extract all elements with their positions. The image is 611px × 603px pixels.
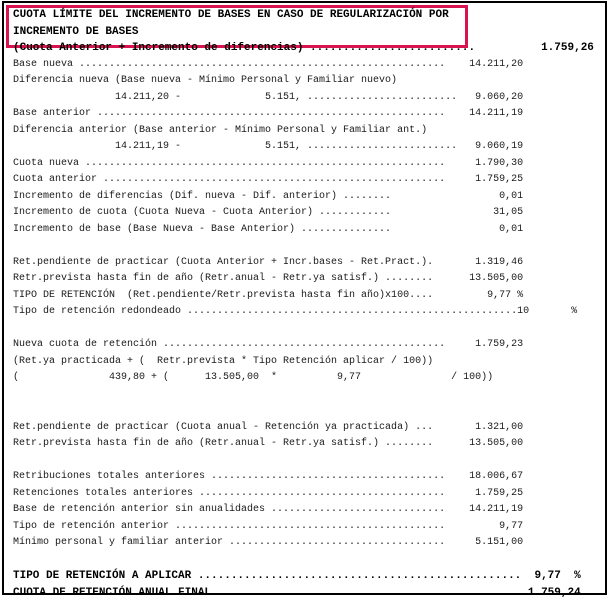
- document-line: Nueva cuota de retención ............................................... 1.759,23: [13, 339, 524, 350]
- document-line: INCREMENTO DE BASES: [13, 25, 139, 38]
- document-line: Base anterior .......................................................... 14.211,19: [13, 108, 524, 119]
- document-line: Diferencia anterior (Base anterior - Mínimo Personal y Familiar ant.): [13, 124, 428, 136]
- document-line: 14.211,20 - 5.151, ......................... 9.060,20: [13, 91, 524, 103]
- document-line: ( 439,80 + ( 13.505,00 * 9,77 / 100)): [13, 372, 494, 383]
- document-line: CUOTA LÍMITE DEL INCREMENTO DE BASES EN CASO DE REGULARIZACIÓN POR: [13, 9, 449, 21]
- document-line: [13, 321, 603, 338]
- document-line: Tipo de retención anterior ............................................. 9,77: [13, 520, 524, 532]
- document-line: Incremento de diferencias (Dif. nueva - Dif. anterior) ........ 0,01: [13, 190, 524, 202]
- document-line: Mínimo personal y familiar anterior .................................... 5.151,00: [13, 537, 524, 548]
- document-line: Ret.pendiente de practicar (Cuota Anterior + Incr.bases - Ret.Pract.). 1.319,46: [13, 256, 524, 268]
- document-line: Retenciones totales anteriores ......................................... 1.759,25: [13, 487, 524, 499]
- document-line: (Cuota Anterior + Incremento de diferencias) ......................... 1.759,26: [13, 42, 594, 54]
- document-line: Diferencia nueva (Base nueva - Mínimo Personal y Familiar nuevo): [13, 75, 398, 86]
- document-line: Base nueva ............................................................. 14.211,20: [13, 58, 524, 70]
- document-line: TIPO DE RETENCIÓN A APLICAR ................................................. 9,77 %: [13, 570, 581, 582]
- document-line: [13, 238, 603, 255]
- document-line: Cuota anterior ......................................................... 1.759,25: [13, 174, 524, 185]
- document-line: Retr.prevista hasta fin de año (Retr.anual - Retr.ya satisf.) ........ 13.505,00: [13, 273, 524, 284]
- document-line: Ret.pendiente de practicar (Cuota anual - Retención ya practicada) ... 1.321,00: [13, 421, 524, 433]
- document: [13, 7, 603, 601]
- document-line: [13, 387, 603, 404]
- document-line: Retr.prevista hasta fin de año (Retr.anual - Retr.ya satisf.) ........ 13.505,00: [13, 438, 524, 449]
- document-line: [13, 453, 603, 470]
- document-line: CUOTA DE RETENCIÓN ANUAL FINAL ........................................... 1.759,24: [13, 586, 581, 599]
- document-line: Incremento de cuota (Cuota Nueva - Cuota Anterior) ............ 31,05: [13, 207, 524, 218]
- document-line: Retribuciones totales anteriores ....................................... 18.006,67: [13, 471, 524, 482]
- document-line: (Ret.ya practicada + ( Retr.prevista * Tipo Retención aplicar / 100)): [13, 355, 434, 367]
- document-line: Base de retención anterior sin anualidades ............................. 14.211,19: [13, 504, 524, 515]
- document-line: Tipo de retención redondeado .......................................................10 %: [13, 306, 578, 317]
- document-line: [13, 403, 603, 420]
- document-line: Cuota nueva ............................................................ 1.790,30: [13, 157, 524, 169]
- document-line: TIPO DE RETENCIÓN (Ret.pendiente/Retr.prevista hasta fin año)x100.... 9,77 %: [13, 289, 524, 301]
- document-line: 14.211,19 - 5.151, ......................... 9.060,19: [13, 141, 524, 152]
- document-line: Incremento de base (Base Nueva - Base Anterior) ............... 0,01: [13, 223, 524, 235]
- document-line: [13, 552, 603, 569]
